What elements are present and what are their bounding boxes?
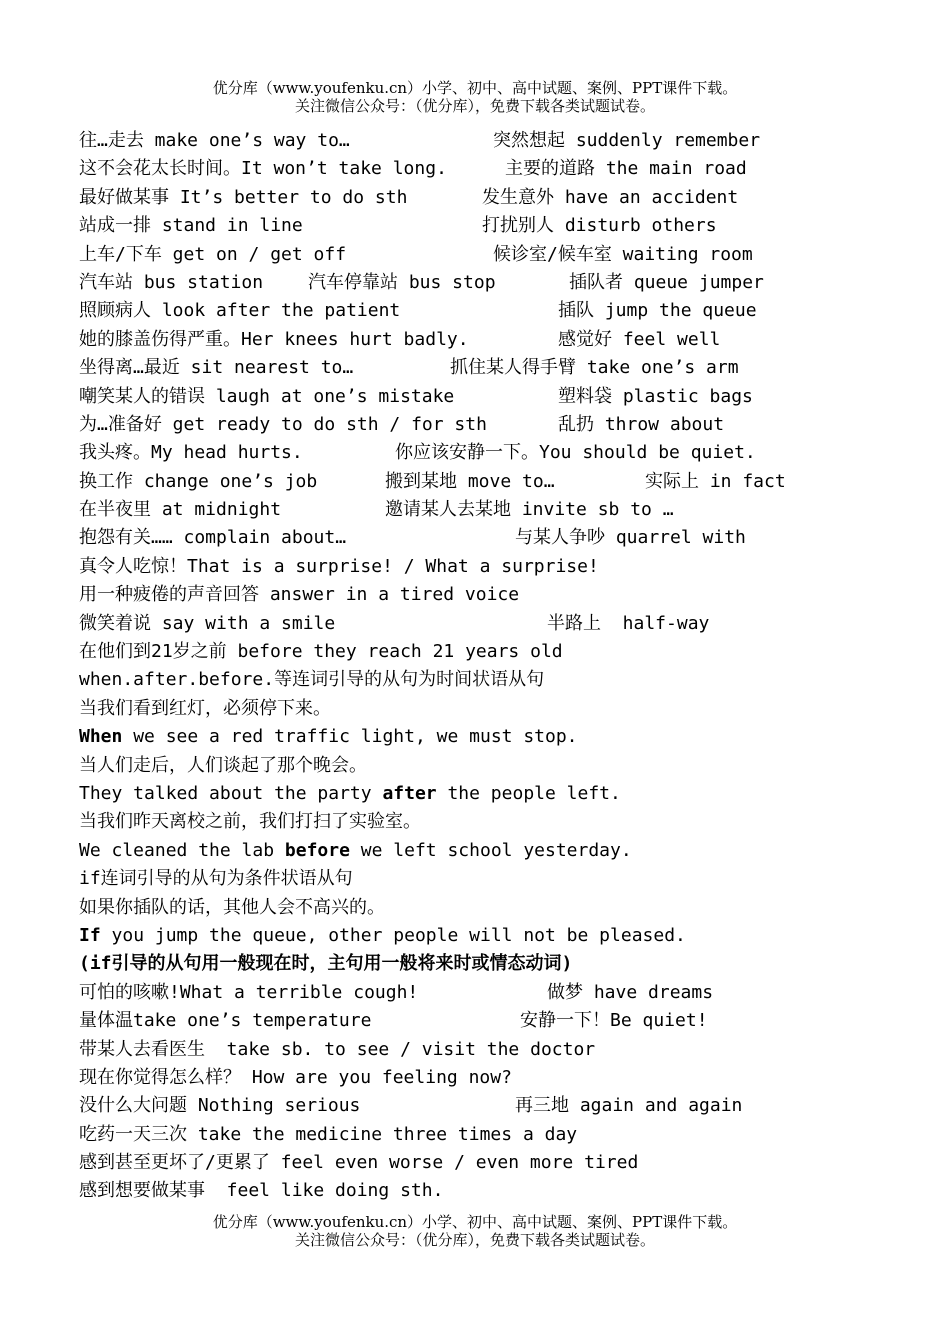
phrase: 带某人去看医生 take sb. to see / visit the doctor [79, 1038, 596, 1060]
keyword: after [382, 782, 437, 804]
phrase: 感到想要做某事 feel like doing sth. [79, 1180, 444, 1202]
example-cn: 当我们昨天离校之前，我们打扫了实验室。 [79, 811, 421, 833]
example-cn: 如果你插队的话，其他人会不高兴的。 [79, 896, 385, 918]
phrase: 坐得离…最近 sit nearest to… [79, 357, 354, 379]
phrase: 这不会花太长时间。It won’t take long. [79, 158, 447, 180]
phrase: 你应该安静一下。You should be quiet. [395, 442, 756, 464]
example-text: We cleaned the lab [79, 839, 285, 861]
phrase: 换工作 change one’s job [79, 470, 318, 492]
phrase: 现在你觉得怎么样？ How are you feeling now? [79, 1066, 512, 1088]
phrase-row [79, 1149, 939, 1177]
phrase-row [79, 269, 939, 297]
phrase-row [79, 1064, 939, 1092]
example-text: you jump the queue, other people will not be pleased. [100, 924, 686, 946]
document-body [79, 127, 939, 1206]
phrase: 做梦 have dreams [547, 981, 714, 1003]
example-en [79, 922, 939, 950]
footer-line-2: 关注微信公众号：（优分库），免费下载各类试题试卷。 [294, 1231, 655, 1249]
phrase-row [79, 184, 939, 212]
phrase: 打扰别人 disturb others [482, 215, 717, 237]
phrase-row [79, 496, 939, 524]
phrase-row [79, 1177, 939, 1205]
example-cn: 当我们看到红灯，必须停下来。 [79, 697, 331, 719]
phrase: 安静一下！Be quiet! [520, 1010, 708, 1032]
phrase: 在半夜里 at midnight [79, 499, 282, 521]
page-footer [0, 1213, 950, 1249]
example-cn: 当人们走后，人们谈起了那个晚会。 [79, 754, 367, 776]
phrase-row [79, 1007, 939, 1035]
phrase: 塑料袋 plastic bags [558, 385, 753, 407]
phrase-row [79, 439, 939, 467]
phrase: 主要的道路 the main road [505, 158, 747, 180]
keyword: When [79, 726, 123, 748]
phrase-row [79, 524, 939, 552]
keyword: before [284, 839, 350, 861]
phrase: 插队者 queue jumper [569, 271, 764, 293]
phrase: 搬到某地 move to… [385, 470, 555, 492]
phrase-row [79, 212, 939, 240]
example-text: we left school yesterday. [349, 839, 632, 861]
phrase: 汽车站 bus station [79, 271, 264, 293]
footer-line-1: 优分库（www.youfenku.cn）小学、初中、高中试题、案例、PPT课件下载。 [212, 1213, 738, 1231]
phrase: 往…走去 make one’s way to… [79, 130, 350, 151]
phrase: 邀请某人去某地 invite sb to … [385, 499, 674, 521]
phrase-row [79, 468, 939, 496]
phrase: 真令人吃惊！That is a surprise! / What a surprise! [79, 555, 599, 577]
phrase: 再三地 again and again [515, 1095, 743, 1117]
phrase: 突然想起 suddenly remember [493, 130, 761, 151]
page-header [0, 79, 950, 115]
phrase: 我头疼。My head hurts. [79, 442, 303, 464]
phrase: 发生意外 have an accident [482, 186, 739, 208]
phrase: 与某人争吵 quarrel with [515, 527, 746, 549]
phrase-row [79, 411, 939, 439]
phrase-row [79, 354, 939, 382]
example-text: we see a red traffic light, we must stop. [122, 726, 578, 748]
grammar-note: (if引导的从句用一般现在时，主句用一般将来时或情态动词) [79, 953, 573, 975]
phrase-row [79, 979, 939, 1007]
phrase-row [79, 127, 939, 155]
example-en [79, 837, 939, 865]
phrase-row [79, 553, 939, 581]
example-en [79, 780, 939, 808]
phrase-row [79, 1092, 939, 1120]
phrase: 用一种疲倦的声音回答 answer in a tired voice [79, 584, 520, 606]
phrase: 候诊室/候车室 waiting room [493, 243, 753, 265]
phrase: 吃药一天三次 take the medicine three times a day [79, 1123, 578, 1145]
phrase: 感觉好 feel well [558, 328, 721, 350]
phrase-row [79, 610, 939, 638]
phrase: 实际上 in fact [645, 470, 786, 492]
phrase: 没什么大问题 Nothing serious [79, 1095, 361, 1117]
phrase-row [79, 326, 939, 354]
example-en [79, 723, 939, 751]
phrase-row [79, 1121, 939, 1149]
phrase: 上车/下车 get on / get off [79, 243, 347, 265]
phrase: 汽车停靠站 bus stop [308, 271, 496, 293]
example-text: They talked about the party [79, 782, 383, 804]
phrase: 可怕的咳嗽!What a terrible cough! [79, 981, 419, 1003]
phrase: 量体温take one’s temperature [79, 1010, 372, 1032]
phrase-row [79, 1036, 939, 1064]
phrase: 插队 jump the queue [558, 300, 757, 322]
keyword: If [79, 924, 101, 946]
header-line-2: 关注微信公众号：（优分库），免费下载各类试题试卷。 [294, 97, 655, 115]
phrase: 在他们到21岁之前 before they reach 21 years old [79, 641, 563, 663]
phrase: 感到甚至更坏了/更累了 feel even worse / even more tired [79, 1152, 639, 1174]
phrase: 抓住某人得手臂 take one’s arm [450, 357, 739, 379]
phrase-row [79, 638, 939, 666]
phrase: 半路上 half-way [547, 612, 710, 634]
phrase: 嘲笑某人的错误 laugh at one’s mistake [79, 385, 455, 407]
phrase: 抱怨有关…… complain about… [79, 527, 347, 549]
phrase-row [79, 155, 939, 183]
grammar-intro-time: when.after.before.等连词引导的从句为时间状语从句 [79, 669, 545, 691]
phrase: 最好做某事 It’s better to do sth [79, 186, 408, 208]
phrase-row [79, 581, 939, 609]
header-line-1: 优分库（www.youfenku.cn）小学、初中、高中试题、案例、PPT课件下载。 [212, 79, 738, 97]
phrase-row [79, 241, 939, 269]
phrase: 乱扔 throw about [558, 413, 725, 435]
phrase-row [79, 297, 939, 325]
phrase: 她的膝盖伤得严重。Her knees hurt badly. [79, 328, 469, 350]
phrase: 微笑着说 say with a smile [79, 612, 336, 634]
phrase: 站成一排 stand in line [79, 215, 303, 237]
phrase: 为…准备好 get ready to do sth / for sth [79, 413, 487, 435]
phrase-row [79, 383, 939, 411]
example-text: the people left. [436, 782, 621, 804]
phrase: 照顾病人 look after the patient [79, 300, 401, 322]
grammar-intro-condition: if连词引导的从句为条件状语从句 [79, 868, 353, 890]
